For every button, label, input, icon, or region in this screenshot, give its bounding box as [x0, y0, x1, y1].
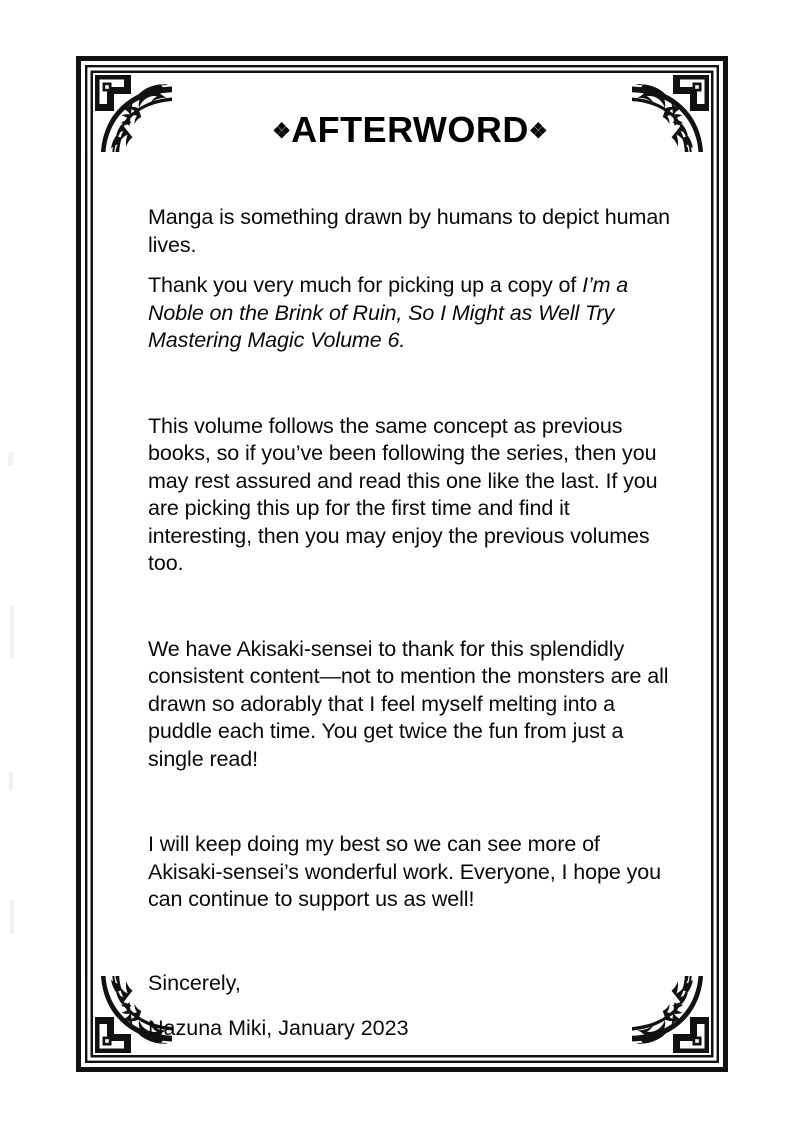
scan-artifact: [9, 772, 13, 790]
scan-artifact: [10, 900, 14, 934]
page-title-text: AFTERWORD: [291, 109, 529, 150]
signature-author-date: Nazuna Miki, January 2023: [148, 1016, 409, 1040]
signature-block: [148, 970, 672, 1043]
page-title: [272, 109, 548, 150]
afterword-content: [148, 56, 672, 1043]
afterword-body: [148, 204, 672, 1043]
diamond-left-icon: ❖: [272, 120, 292, 143]
diamond-right-icon: ❖: [528, 120, 548, 143]
scan-artifact: [10, 606, 14, 658]
signature-closing: Sincerely,: [148, 970, 241, 995]
book-title: I’m a Noble on the Brink of Ruin, So I Might as Well Try Mastering Magic Volume 6.: [148, 273, 629, 352]
paragraph-2-lead: Thank you very much for picking up a copy of: [148, 273, 583, 297]
paragraph-5: I will keep doing my best so we can see more of Akisaki-sensei’s wonderful work. Everyone, I hope you can continue to support us as well!: [148, 832, 661, 911]
paragraph-2: [148, 272, 672, 355]
paragraph-4: We have Akisaki-sensei to thank for this splendidly consistent content—not to mention the monsters are all drawn so adorably that I feel myself melting into a puddle each time. You get twice the fun from just a single read!: [148, 636, 669, 771]
page-title-row: [148, 109, 672, 150]
paragraph-3: This volume follows the same concept as previous books, so if you’ve been following the series, then you may rest assured and read this one like the last. If you are picking this up for the first time and find it interesting, then you may enjoy the previous volumes too.: [148, 413, 658, 575]
scan-artifact: [8, 452, 13, 466]
paragraph-1: Manga is something drawn by humans to depict human lives.: [148, 205, 671, 257]
